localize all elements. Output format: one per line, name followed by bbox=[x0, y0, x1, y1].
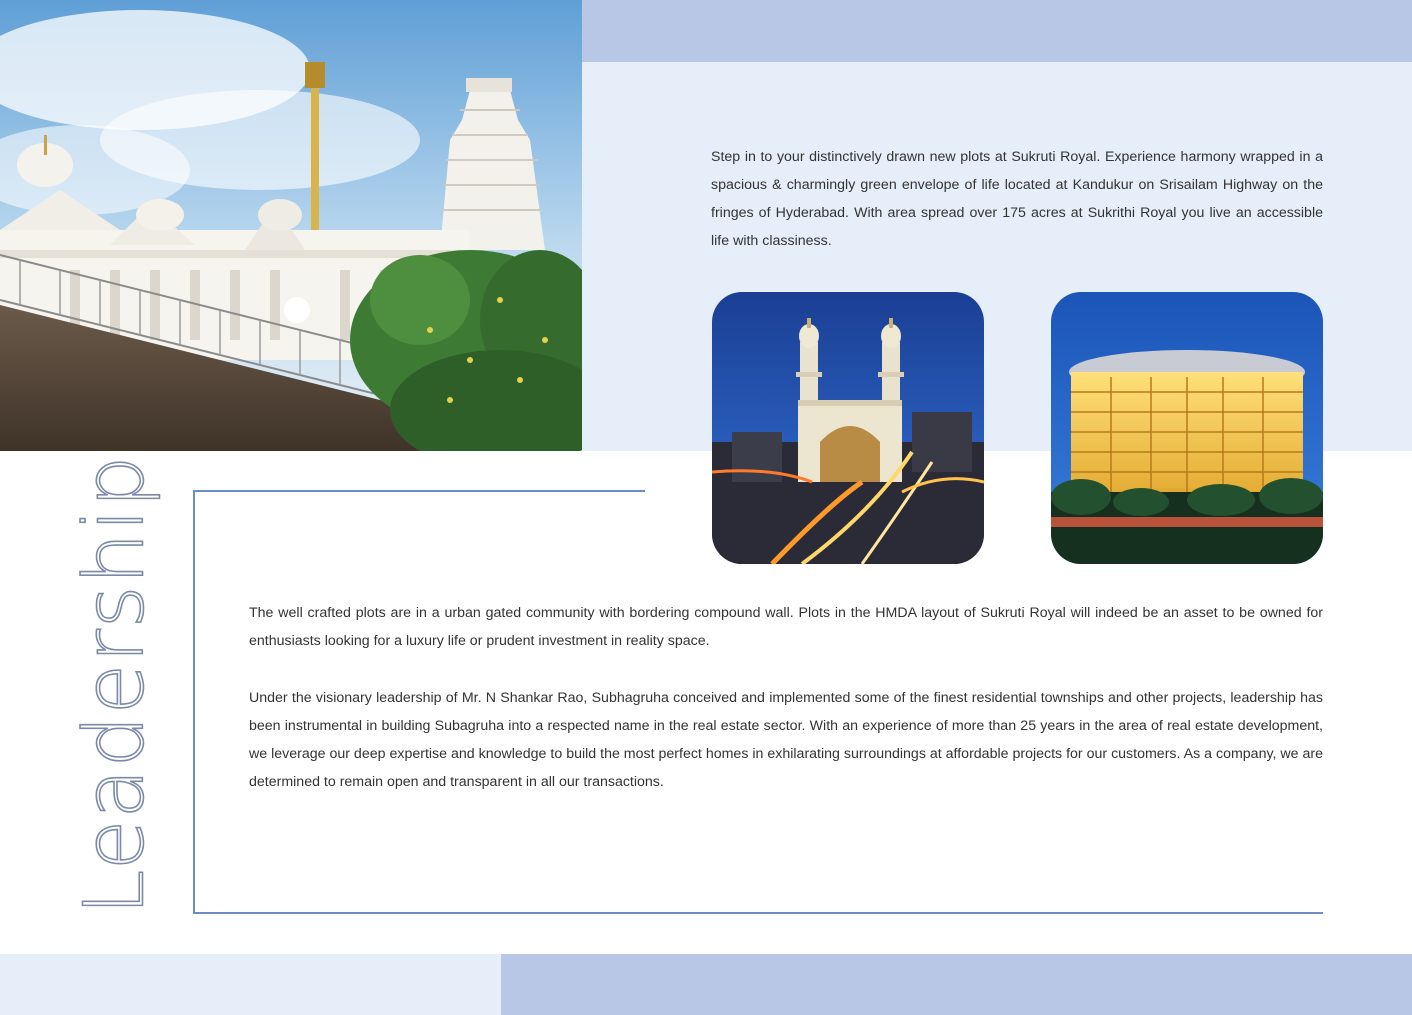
bottom-left-band bbox=[0, 954, 501, 1015]
heading-container bbox=[60, 454, 170, 916]
leadership-paragraph: Under the visionary leadership of Mr. N Shankar Rao, Subhagruha conceived and implemented some of the finest residential townships and other projects, leadership has been instrumental in building Subagruha into a respected name in the real estate sector. With an experience of more than 25 years in the area of real estate development, we leverage our deep expertise and knowledge to build the most perfect homes in exhilarating surroundings at affordable projects for our customers. As a company, we are determined to remain open and transparent in all our transactions. bbox=[249, 690, 1323, 790]
top-accent-strip bbox=[582, 0, 1412, 62]
frame-top-line bbox=[193, 490, 645, 492]
plots-paragraph: The well crafted plots are in a urban gated community with bordering compound wall. Plots in the HMDA layout of Sukruti Royal will indeed be an asset to be owned for enthusiasts looking for a luxury life or prudent investment in reality space. bbox=[249, 605, 1323, 649]
bottom-right-band bbox=[501, 954, 1412, 1015]
temple-photo bbox=[0, 0, 582, 451]
charminar-photo bbox=[712, 292, 984, 564]
frame-bottom-line bbox=[193, 912, 1323, 914]
frame-left-line bbox=[193, 490, 195, 914]
cyber-towers-photo bbox=[1051, 292, 1323, 564]
intro-paragraph: Step in to your distinctively drawn new plots at Sukruti Royal. Experience harmony wrapped in a spacious & charmingly green envelope of life located at Kandukur on Srisailam Highway on the fringes of Hyderabad. With area spread over 175 acres at Sukrithi Royal you live an accessible life with classiness. bbox=[711, 149, 1323, 249]
section-heading: Leadership bbox=[67, 454, 163, 916]
